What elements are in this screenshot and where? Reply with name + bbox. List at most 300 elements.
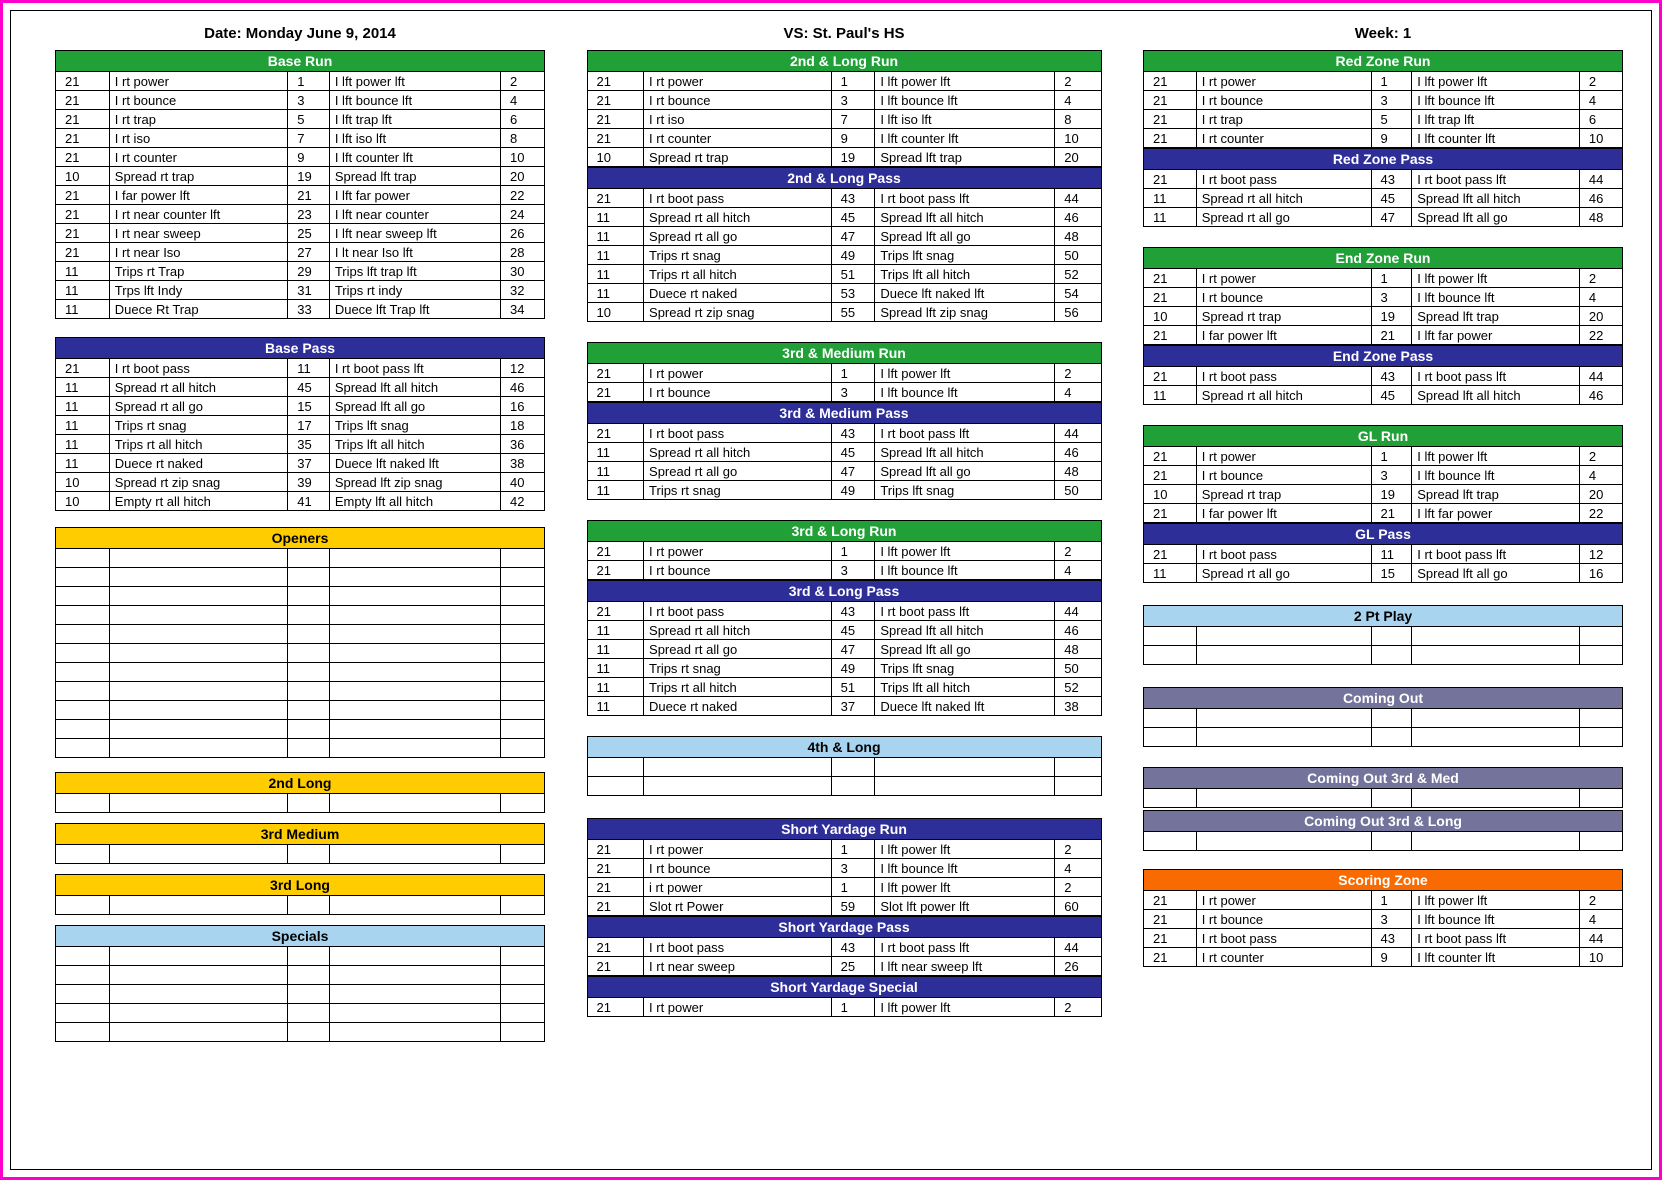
table-2nd-long-run xyxy=(587,50,1102,167)
play-row xyxy=(1144,367,1623,386)
play-number-cell: 44 xyxy=(1579,170,1622,189)
play-number-cell xyxy=(1579,832,1622,851)
play-number-cell xyxy=(288,644,330,663)
play-number-cell: 21 xyxy=(587,998,644,1017)
play-row xyxy=(587,129,1101,148)
play-name-cell: I rt boot pass xyxy=(644,189,832,208)
table-title-base-run: Base Run xyxy=(56,51,545,72)
play-name-cell: Trps lft Indy xyxy=(109,281,287,300)
play-row xyxy=(56,549,545,568)
play-number-cell: 21 xyxy=(1144,504,1197,523)
play-name-cell: Trips lft trap lft xyxy=(329,262,500,281)
play-number-cell: 3 xyxy=(831,91,875,110)
play-name-cell: Spread rt trap xyxy=(1196,307,1371,326)
play-number-cell: 1 xyxy=(288,72,330,91)
play-number-cell xyxy=(288,701,330,720)
play-name-cell: I rt counter xyxy=(1196,129,1371,148)
play-number-cell: 11 xyxy=(56,262,110,281)
play-number-cell: 34 xyxy=(500,300,544,319)
play-number-cell: 3 xyxy=(1371,91,1412,110)
play-name-cell: Empty rt all hitch xyxy=(109,492,287,511)
play-number-cell xyxy=(288,663,330,682)
play-number-cell: 1 xyxy=(1371,891,1412,910)
play-row xyxy=(56,262,545,281)
play-name-cell xyxy=(329,587,500,606)
play-number-cell: 21 xyxy=(1371,504,1412,523)
table-end-zone-pass xyxy=(1143,345,1623,405)
play-name-cell: Duece rt naked xyxy=(109,454,287,473)
play-row xyxy=(587,697,1101,716)
play-name-cell: Spread lft all hitch xyxy=(875,208,1055,227)
play-name-cell: I lft power lft xyxy=(875,878,1055,897)
play-row xyxy=(1144,728,1623,747)
play-number-cell: 36 xyxy=(500,435,544,454)
play-name-cell: Spread lft zip snag xyxy=(875,303,1055,322)
play-row xyxy=(1144,504,1623,523)
play-name-cell: I rt near Iso xyxy=(109,243,287,262)
play-row xyxy=(587,189,1101,208)
play-number-cell: 1 xyxy=(831,542,875,561)
play-number-cell: 11 xyxy=(1144,564,1197,583)
play-number-cell: 44 xyxy=(1579,929,1622,948)
play-number-cell: 21 xyxy=(587,878,644,897)
play-number-cell: 11 xyxy=(587,227,644,246)
play-number-cell: 6 xyxy=(1579,110,1622,129)
play-number-cell: 21 xyxy=(56,186,110,205)
play-number-cell: 49 xyxy=(831,246,875,265)
play-name-cell xyxy=(329,845,500,864)
play-name-cell xyxy=(329,947,500,966)
play-row xyxy=(56,625,545,644)
play-name-cell: I lft power lft xyxy=(1412,447,1580,466)
play-number-cell: 2 xyxy=(500,72,544,91)
play-number-cell: 10 xyxy=(56,492,110,511)
play-number-cell: 47 xyxy=(831,640,875,659)
play-number-cell: 7 xyxy=(288,129,330,148)
play-number-cell: 52 xyxy=(1055,678,1101,697)
play-number-cell: 6 xyxy=(500,110,544,129)
play-name-cell: I rt trap xyxy=(1196,110,1371,129)
table-title-openers: Openers xyxy=(56,528,545,549)
play-name-cell: I rt iso xyxy=(109,129,287,148)
play-number-cell: 10 xyxy=(56,167,110,186)
play-number-cell: 20 xyxy=(1055,148,1101,167)
play-number-cell xyxy=(500,663,544,682)
play-name-cell: I rt boot pass lft xyxy=(875,602,1055,621)
play-name-cell: Trips rt snag xyxy=(644,246,832,265)
play-name-cell xyxy=(109,985,287,1004)
play-name-cell: I far power lft xyxy=(1196,326,1371,345)
play-number-cell: 19 xyxy=(1371,485,1412,504)
play-name-cell xyxy=(1196,728,1371,747)
play-name-cell: I rt boot pass lft xyxy=(875,189,1055,208)
play-row xyxy=(587,91,1101,110)
play-name-cell: I rt near sweep xyxy=(109,224,287,243)
play-row xyxy=(56,644,545,663)
play-name-cell xyxy=(329,966,500,985)
play-name-cell: I lft power lft xyxy=(1412,891,1580,910)
play-number-cell: 40 xyxy=(500,473,544,492)
play-number-cell: 10 xyxy=(56,473,110,492)
play-name-cell xyxy=(329,568,500,587)
play-row xyxy=(587,602,1101,621)
play-number-cell: 3 xyxy=(288,91,330,110)
table-3rd-medium-run xyxy=(587,342,1102,402)
play-number-cell: 10 xyxy=(1144,485,1197,504)
play-number-cell xyxy=(288,1023,330,1042)
play-number-cell: 38 xyxy=(500,454,544,473)
play-number-cell: 1 xyxy=(831,840,875,859)
play-number-cell xyxy=(1371,728,1412,747)
play-number-cell: 10 xyxy=(1055,129,1101,148)
play-number-cell: 42 xyxy=(500,492,544,511)
play-number-cell: 52 xyxy=(1055,265,1101,284)
play-name-cell xyxy=(329,606,500,625)
play-name-cell: I lft bounce lft xyxy=(1412,91,1580,110)
play-number-cell: 11 xyxy=(56,397,110,416)
play-name-cell: Spread rt all hitch xyxy=(1196,386,1371,405)
table-gl-pass xyxy=(1143,523,1623,583)
play-name-cell: Duece rt naked xyxy=(644,284,832,303)
play-number-cell xyxy=(288,625,330,644)
play-number-cell: 19 xyxy=(1371,307,1412,326)
play-name-cell xyxy=(1412,646,1580,665)
play-row xyxy=(56,1023,545,1042)
play-row xyxy=(587,424,1101,443)
play-number-cell: 21 xyxy=(587,383,644,402)
play-name-cell: Spread rt zip snag xyxy=(644,303,832,322)
play-row xyxy=(1144,189,1623,208)
play-number-cell: 48 xyxy=(1055,227,1101,246)
play-number-cell: 54 xyxy=(1055,284,1101,303)
play-row xyxy=(587,957,1101,976)
play-number-cell xyxy=(288,720,330,739)
play-number-cell: 3 xyxy=(831,561,875,580)
play-name-cell: I rt power xyxy=(1196,72,1371,91)
play-number-cell: 1 xyxy=(831,878,875,897)
play-row xyxy=(56,606,545,625)
play-number-cell xyxy=(288,985,330,1004)
play-number-cell: 11 xyxy=(587,246,644,265)
play-number-cell: 51 xyxy=(831,678,875,697)
play-name-cell: Spread lft all go xyxy=(875,462,1055,481)
table-short-yardage-run xyxy=(587,818,1102,916)
play-number-cell xyxy=(500,549,544,568)
play-number-cell: 2 xyxy=(1579,269,1622,288)
play-number-cell xyxy=(56,587,110,606)
play-row xyxy=(1144,646,1623,665)
play-name-cell: Trips rt snag xyxy=(644,659,832,678)
play-number-cell: 21 xyxy=(587,91,644,110)
play-row xyxy=(587,678,1101,697)
play-number-cell: 48 xyxy=(1055,462,1101,481)
play-name-cell: Trips lft all hitch xyxy=(329,435,500,454)
play-name-cell: Spread rt all go xyxy=(644,227,832,246)
play-name-cell: Trips lft snag xyxy=(875,246,1055,265)
play-number-cell xyxy=(288,1004,330,1023)
play-number-cell: 21 xyxy=(587,957,644,976)
play-number-cell xyxy=(56,947,110,966)
play-name-cell: I lft power lft xyxy=(875,998,1055,1017)
play-name-cell: I lft bounce lft xyxy=(1412,910,1580,929)
table-3rd-medium-pass xyxy=(587,402,1102,500)
play-number-cell: 32 xyxy=(500,281,544,300)
play-name-cell xyxy=(329,720,500,739)
play-number-cell: 18 xyxy=(500,416,544,435)
play-row xyxy=(1144,269,1623,288)
play-number-cell: 21 xyxy=(587,859,644,878)
table-openers xyxy=(55,527,545,758)
play-number-cell: 2 xyxy=(1055,998,1101,1017)
play-name-cell: Spread lft trap xyxy=(1412,485,1580,504)
play-number-cell: 21 xyxy=(587,189,644,208)
play-number-cell: 12 xyxy=(1579,545,1622,564)
play-number-cell: 43 xyxy=(831,424,875,443)
play-name-cell: I rt bounce xyxy=(644,91,832,110)
play-number-cell: 2 xyxy=(1579,72,1622,91)
play-row xyxy=(587,72,1101,91)
play-row xyxy=(56,416,545,435)
table-title-gl-run: GL Run xyxy=(1144,426,1623,447)
play-number-cell: 38 xyxy=(1055,697,1101,716)
play-number-cell: 43 xyxy=(1371,367,1412,386)
play-number-cell: 1 xyxy=(1371,72,1412,91)
play-name-cell xyxy=(109,1023,287,1042)
play-name-cell xyxy=(109,682,287,701)
play-name-cell: I rt bounce xyxy=(1196,910,1371,929)
play-row xyxy=(56,739,545,758)
play-number-cell: 55 xyxy=(831,303,875,322)
play-name-cell: Spread rt all hitch xyxy=(644,208,832,227)
play-number-cell: 53 xyxy=(831,284,875,303)
play-number-cell: 45 xyxy=(1371,189,1412,208)
play-number-cell: 47 xyxy=(831,462,875,481)
play-number-cell: 21 xyxy=(587,364,644,383)
play-number-cell: 43 xyxy=(831,602,875,621)
play-name-cell: I rt boot pass lft xyxy=(1412,545,1580,564)
play-name-cell: I lft power lft xyxy=(1412,269,1580,288)
play-number-cell: 37 xyxy=(831,697,875,716)
play-number-cell: 3 xyxy=(831,383,875,402)
play-number-cell: 28 xyxy=(500,243,544,262)
play-number-cell xyxy=(500,985,544,1004)
play-row xyxy=(587,227,1101,246)
play-name-cell: Spread rt zip snag xyxy=(109,473,287,492)
table-title-coming-out-3rd-long: Coming Out 3rd & Long xyxy=(1144,811,1623,832)
play-number-cell: 51 xyxy=(831,265,875,284)
play-number-cell: 2 xyxy=(1055,840,1101,859)
play-name-cell: I lft power lft xyxy=(875,364,1055,383)
table-2-pt-play xyxy=(1143,605,1623,665)
play-name-cell xyxy=(875,777,1055,796)
play-number-cell: 35 xyxy=(288,435,330,454)
table-title-3rd-medium-run: 3rd & Medium Run xyxy=(587,343,1101,364)
play-row xyxy=(56,587,545,606)
play-row xyxy=(56,966,545,985)
play-number-cell: 24 xyxy=(500,205,544,224)
play-name-cell xyxy=(109,966,287,985)
play-number-cell xyxy=(500,606,544,625)
play-number-cell xyxy=(56,845,110,864)
play-number-cell: 1 xyxy=(831,72,875,91)
play-row xyxy=(587,758,1101,777)
play-name-cell: I rt power xyxy=(1196,269,1371,288)
table-coming-out xyxy=(1143,687,1623,747)
table-3rd-medium xyxy=(55,823,545,864)
play-name-cell: I rt bounce xyxy=(1196,91,1371,110)
play-name-cell: I lft power lft xyxy=(875,72,1055,91)
play-name-cell: Spread rt all go xyxy=(1196,564,1371,583)
play-row xyxy=(587,938,1101,957)
play-name-cell: I rt boot pass xyxy=(1196,170,1371,189)
play-name-cell: I rt iso xyxy=(644,110,832,129)
play-number-cell: 22 xyxy=(1579,504,1622,523)
play-name-cell: I lft iso lft xyxy=(875,110,1055,129)
table-base-run xyxy=(55,50,545,319)
play-name-cell: Duece lft naked lft xyxy=(875,697,1055,716)
play-number-cell: 21 xyxy=(1144,170,1197,189)
play-name-cell: I rt power xyxy=(1196,447,1371,466)
play-number-cell: 10 xyxy=(587,148,644,167)
play-number-cell: 45 xyxy=(831,443,875,462)
play-row xyxy=(56,129,545,148)
play-name-cell xyxy=(875,758,1055,777)
play-number-cell: 21 xyxy=(1144,367,1197,386)
play-number-cell xyxy=(1144,728,1197,747)
play-number-cell: 3 xyxy=(1371,288,1412,307)
play-number-cell: 3 xyxy=(1371,466,1412,485)
play-number-cell xyxy=(500,701,544,720)
call-sheet xyxy=(10,10,1652,1170)
play-row xyxy=(56,492,545,511)
play-name-cell: I rt boot pass xyxy=(1196,367,1371,386)
play-number-cell: 11 xyxy=(1144,386,1197,405)
play-name-cell: Trips rt indy xyxy=(329,281,500,300)
play-number-cell: 10 xyxy=(1144,307,1197,326)
play-number-cell xyxy=(56,1004,110,1023)
play-name-cell: Spread rt all go xyxy=(109,397,287,416)
table-title-3rd-long-run: 3rd & Long Run xyxy=(587,521,1101,542)
play-number-cell: 26 xyxy=(500,224,544,243)
play-row xyxy=(1144,170,1623,189)
play-number-cell: 21 xyxy=(56,110,110,129)
play-number-cell: 11 xyxy=(587,443,644,462)
play-number-cell xyxy=(500,568,544,587)
table-red-zone-run xyxy=(1143,50,1623,148)
play-name-cell: I rt bounce xyxy=(644,859,832,878)
table-specials xyxy=(55,925,545,1042)
play-number-cell xyxy=(500,682,544,701)
play-name-cell: I lft bounce lft xyxy=(1412,466,1580,485)
sheet-column-left xyxy=(55,50,545,1042)
date-label: Date: Monday June 9, 2014 xyxy=(204,25,396,42)
play-row xyxy=(56,663,545,682)
play-name-cell: I rt counter xyxy=(1196,948,1371,967)
play-number-cell: 43 xyxy=(831,938,875,957)
play-number-cell: 2 xyxy=(1055,364,1101,383)
table-short-yardage-special xyxy=(587,976,1102,1017)
play-name-cell: i rt power xyxy=(644,878,832,897)
play-name-cell: Trips lft snag xyxy=(875,481,1055,500)
play-row xyxy=(1144,564,1623,583)
play-name-cell xyxy=(1412,627,1580,646)
play-number-cell xyxy=(1579,646,1622,665)
play-row xyxy=(1144,208,1623,227)
play-name-cell xyxy=(109,625,287,644)
play-number-cell: 41 xyxy=(288,492,330,511)
play-row xyxy=(587,561,1101,580)
play-number-cell xyxy=(500,644,544,663)
play-name-cell xyxy=(1412,709,1580,728)
play-number-cell: 21 xyxy=(1144,929,1197,948)
play-name-cell: Spread lft all go xyxy=(1412,208,1580,227)
play-row xyxy=(587,777,1101,796)
play-name-cell: Trips rt snag xyxy=(644,481,832,500)
play-number-cell: 16 xyxy=(500,397,544,416)
play-name-cell: I lft far power xyxy=(1412,326,1580,345)
play-row xyxy=(1144,627,1623,646)
play-number-cell: 21 xyxy=(56,148,110,167)
play-number-cell xyxy=(500,896,544,915)
play-number-cell: 21 xyxy=(587,561,644,580)
play-number-cell: 4 xyxy=(1055,91,1101,110)
play-number-cell: 16 xyxy=(1579,564,1622,583)
play-number-cell xyxy=(56,625,110,644)
play-name-cell: Trips rt all hitch xyxy=(109,435,287,454)
play-number-cell: 43 xyxy=(831,189,875,208)
table-title-2nd-long: 2nd Long xyxy=(56,773,545,794)
play-number-cell xyxy=(288,587,330,606)
play-number-cell: 21 xyxy=(587,72,644,91)
table-2nd-long-pass xyxy=(587,167,1102,322)
play-row xyxy=(56,473,545,492)
play-name-cell: I rt counter xyxy=(644,129,832,148)
play-name-cell: Spread lft all hitch xyxy=(329,378,500,397)
play-name-cell: Trips rt all hitch xyxy=(644,265,832,284)
play-number-cell: 21 xyxy=(587,542,644,561)
play-number-cell: 2 xyxy=(1055,878,1101,897)
play-number-cell xyxy=(56,1023,110,1042)
play-row xyxy=(587,859,1101,878)
table-coming-out-3rd-med xyxy=(1143,767,1623,808)
play-number-cell: 21 xyxy=(1144,72,1197,91)
play-name-cell: Spread lft zip snag xyxy=(329,473,500,492)
play-name-cell: Spread lft all go xyxy=(1412,564,1580,583)
play-number-cell: 12 xyxy=(500,359,544,378)
play-number-cell: 39 xyxy=(288,473,330,492)
play-number-cell xyxy=(56,701,110,720)
play-name-cell: I rt power xyxy=(1196,891,1371,910)
play-name-cell xyxy=(109,1004,287,1023)
play-name-cell: Spread lft all go xyxy=(329,397,500,416)
play-name-cell xyxy=(329,701,500,720)
play-number-cell: 11 xyxy=(587,208,644,227)
play-row xyxy=(56,682,545,701)
play-row xyxy=(1144,891,1623,910)
play-row xyxy=(587,481,1101,500)
play-number-cell: 29 xyxy=(288,262,330,281)
play-row xyxy=(1144,110,1623,129)
play-number-cell: 37 xyxy=(288,454,330,473)
play-name-cell: I lft far power xyxy=(1412,504,1580,523)
play-number-cell: 46 xyxy=(500,378,544,397)
table-red-zone-pass xyxy=(1143,148,1623,227)
play-name-cell: Duece Rt Trap xyxy=(109,300,287,319)
sheet-column-right xyxy=(1143,50,1623,967)
play-row xyxy=(56,186,545,205)
play-name-cell: Spread rt all go xyxy=(644,640,832,659)
play-number-cell xyxy=(1579,728,1622,747)
